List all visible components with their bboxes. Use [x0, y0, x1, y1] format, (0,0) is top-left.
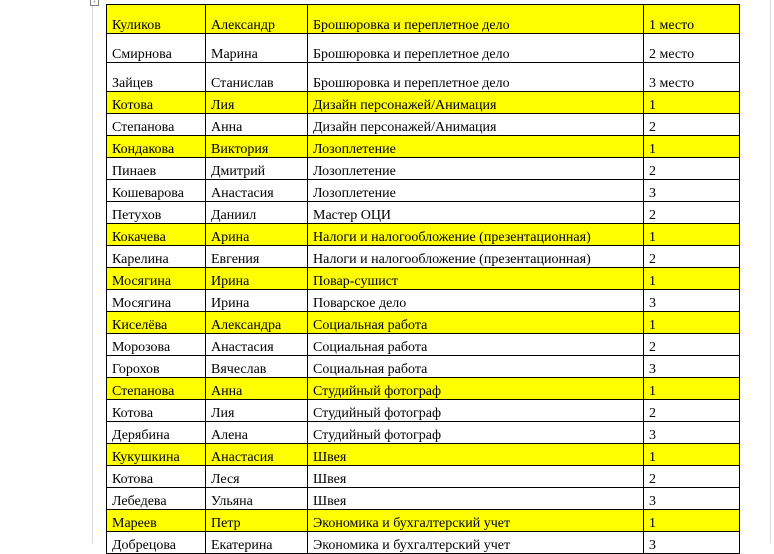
place-cell: 3	[644, 180, 740, 202]
competency-cell: Лозоплетение	[308, 180, 644, 202]
table-row	[107, 268, 740, 290]
first-name-cell: Станислав	[206, 63, 308, 92]
place-cell: 1	[644, 224, 740, 246]
page-margin-left	[92, 0, 93, 543]
last-name-cell: Степанова	[107, 378, 206, 400]
first-name-cell: Анна	[206, 114, 308, 136]
table-row	[107, 158, 740, 180]
first-name-cell: Анастасия	[206, 334, 308, 356]
place-cell: 1	[644, 510, 740, 532]
competency-cell: Лозоплетение	[308, 158, 644, 180]
first-name-cell: Вячеслав	[206, 356, 308, 378]
table-row	[107, 334, 740, 356]
competency-cell: Дизайн персонажей/Анимация	[308, 114, 644, 136]
last-name-cell: Смирнова	[107, 34, 206, 63]
place-cell: 3	[644, 290, 740, 312]
results-table	[106, 4, 740, 554]
competency-cell: Поварское дело	[308, 290, 644, 312]
place-cell: 2	[644, 114, 740, 136]
first-name-cell: Марина	[206, 34, 308, 63]
place-cell: 2 место	[644, 34, 740, 63]
last-name-cell: Карелина	[107, 246, 206, 268]
first-name-cell: Александр	[206, 5, 308, 34]
table-row	[107, 63, 740, 92]
first-name-cell: Алена	[206, 422, 308, 444]
last-name-cell: Петухов	[107, 202, 206, 224]
place-cell: 1	[644, 312, 740, 334]
table-row	[107, 312, 740, 334]
competency-cell: Лозоплетение	[308, 136, 644, 158]
table-row	[107, 224, 740, 246]
table-move-handle-icon[interactable]: +	[90, 0, 99, 6]
competency-cell: Налоги и налогообложение (презентационная)	[308, 224, 644, 246]
table-row	[107, 136, 740, 158]
competency-cell: Студийный фотограф	[308, 422, 644, 444]
first-name-cell: Петр	[206, 510, 308, 532]
table-row	[107, 510, 740, 532]
last-name-cell: Мареев	[107, 510, 206, 532]
competency-cell: Налоги и налогообложение (презентационная)	[308, 246, 644, 268]
last-name-cell: Пинаев	[107, 158, 206, 180]
table-row	[107, 466, 740, 488]
table-row	[107, 180, 740, 202]
place-cell: 1	[644, 444, 740, 466]
place-cell: 2	[644, 466, 740, 488]
table-row	[107, 444, 740, 466]
first-name-cell: Ульяна	[206, 488, 308, 510]
competency-cell: Швея	[308, 466, 644, 488]
first-name-cell: Ирина	[206, 290, 308, 312]
place-cell: 1	[644, 136, 740, 158]
first-name-cell: Ирина	[206, 268, 308, 290]
competency-cell: Студийный фотограф	[308, 378, 644, 400]
competency-cell: Социальная работа	[308, 334, 644, 356]
place-cell: 3	[644, 422, 740, 444]
competency-cell: Экономика и бухгалтерский учет	[308, 532, 644, 554]
last-name-cell: Добрецова	[107, 532, 206, 554]
place-cell: 3	[644, 532, 740, 554]
first-name-cell: Евгения	[206, 246, 308, 268]
table-row	[107, 202, 740, 224]
place-cell: 2	[644, 400, 740, 422]
last-name-cell: Кукушкина	[107, 444, 206, 466]
table-row	[107, 114, 740, 136]
first-name-cell: Александра	[206, 312, 308, 334]
place-cell: 1	[644, 378, 740, 400]
competency-cell: Дизайн персонажей/Анимация	[308, 92, 644, 114]
first-name-cell: Лия	[206, 400, 308, 422]
table-row	[107, 400, 740, 422]
last-name-cell: Котова	[107, 466, 206, 488]
first-name-cell: Екатерина	[206, 532, 308, 554]
first-name-cell: Лия	[206, 92, 308, 114]
competency-cell: Брошюровка и переплетное дело	[308, 34, 644, 63]
place-cell: 2	[644, 202, 740, 224]
competency-cell: Мастер ОЦИ	[308, 202, 644, 224]
competency-cell: Швея	[308, 488, 644, 510]
page-margin-right	[770, 0, 771, 543]
place-cell: 2	[644, 246, 740, 268]
first-name-cell: Анастасия	[206, 444, 308, 466]
competency-cell: Брошюровка и переплетное дело	[308, 63, 644, 92]
first-name-cell: Леся	[206, 466, 308, 488]
competency-cell: Студийный фотограф	[308, 400, 644, 422]
table-row	[107, 290, 740, 312]
table-row	[107, 356, 740, 378]
last-name-cell: Зайцев	[107, 63, 206, 92]
place-cell: 3	[644, 488, 740, 510]
competency-cell: Социальная работа	[308, 356, 644, 378]
last-name-cell: Степанова	[107, 114, 206, 136]
first-name-cell: Дмитрий	[206, 158, 308, 180]
last-name-cell: Кондакова	[107, 136, 206, 158]
first-name-cell: Арина	[206, 224, 308, 246]
last-name-cell: Котова	[107, 92, 206, 114]
place-cell: 2	[644, 158, 740, 180]
competency-cell: Швея	[308, 444, 644, 466]
table-row	[107, 92, 740, 114]
place-cell: 1 место	[644, 5, 740, 34]
last-name-cell: Кокачева	[107, 224, 206, 246]
last-name-cell: Лебедева	[107, 488, 206, 510]
competency-cell: Брошюровка и переплетное дело	[308, 5, 644, 34]
table-row	[107, 246, 740, 268]
last-name-cell: Морозова	[107, 334, 206, 356]
last-name-cell: Куликов	[107, 5, 206, 34]
competency-cell: Экономика и бухгалтерский учет	[308, 510, 644, 532]
competency-cell: Социальная работа	[308, 312, 644, 334]
first-name-cell: Виктория	[206, 136, 308, 158]
last-name-cell: Котова	[107, 400, 206, 422]
competency-cell: Повар-сушист	[308, 268, 644, 290]
table-row	[107, 488, 740, 510]
table-row	[107, 5, 740, 34]
last-name-cell: Мосягина	[107, 290, 206, 312]
place-cell: 1	[644, 92, 740, 114]
last-name-cell: Киселёва	[107, 312, 206, 334]
first-name-cell: Анна	[206, 378, 308, 400]
first-name-cell: Анастасия	[206, 180, 308, 202]
last-name-cell: Горохов	[107, 356, 206, 378]
place-cell: 2	[644, 334, 740, 356]
last-name-cell: Кошеварова	[107, 180, 206, 202]
place-cell: 1	[644, 268, 740, 290]
results-table-body	[107, 5, 740, 554]
place-cell: 3 место	[644, 63, 740, 92]
first-name-cell: Даниил	[206, 202, 308, 224]
last-name-cell: Мосягина	[107, 268, 206, 290]
table-row	[107, 34, 740, 63]
place-cell: 3	[644, 356, 740, 378]
table-row	[107, 422, 740, 444]
last-name-cell: Дерябина	[107, 422, 206, 444]
table-row	[107, 378, 740, 400]
